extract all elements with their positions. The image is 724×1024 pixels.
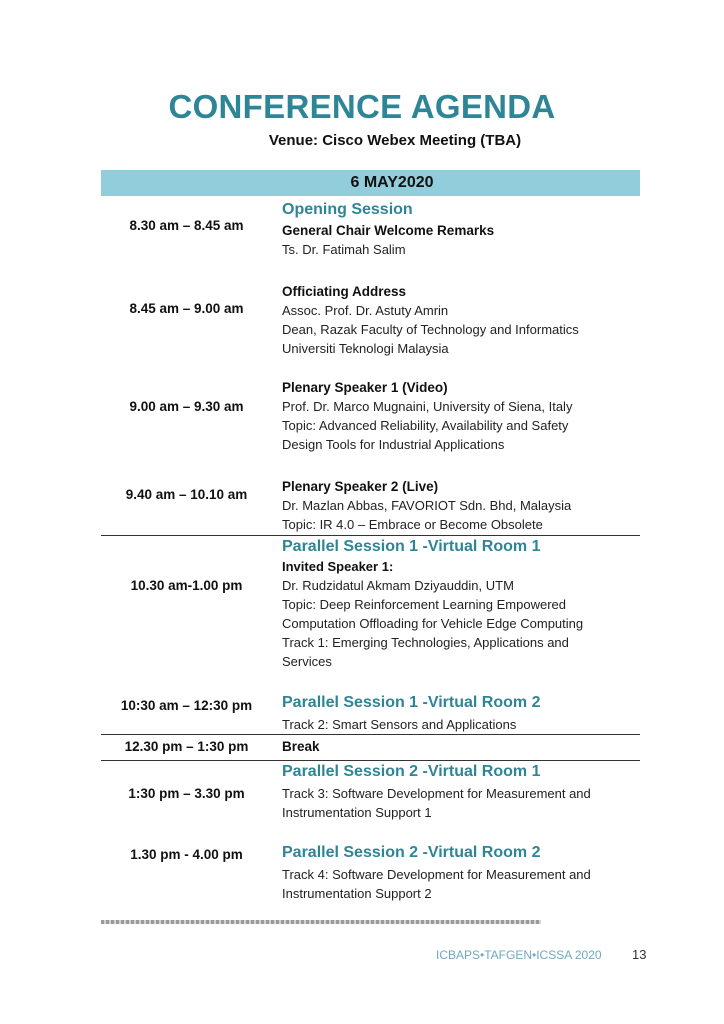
agenda-item-parallel-1-room-2: [282, 693, 642, 734]
item-line: Services: [282, 654, 332, 669]
agenda-item-parallel-2-room-2: [282, 843, 642, 903]
date-header: 6 MAY2020: [350, 174, 434, 191]
row-divider: [101, 760, 640, 761]
session-title: Parallel Session 1 -Virtual Room 1: [282, 538, 541, 555]
footer-conference-name: ICBAPS•TAFGEN•ICSSA 2020: [436, 948, 602, 962]
item-heading: Invited Speaker 1:: [282, 559, 394, 574]
item-line: Universiti Teknologi Malaysia: [282, 341, 449, 356]
item-line: Prof. Dr. Marco Mugnaini, University of Siena, Italy: [282, 399, 573, 414]
agenda-item-officiating: [282, 282, 642, 358]
item-line: Dr. Mazlan Abbas, FAVORIOT Sdn. Bhd, Malaysia: [282, 498, 572, 513]
item-line: Dr. Rudzidatul Akmam Dziyauddin, UTM: [282, 578, 514, 593]
row-divider: [101, 734, 640, 735]
item-heading: Officiating Address: [282, 284, 407, 299]
agenda-item-plenary-2: [282, 477, 642, 534]
session-title: Opening Session: [282, 201, 413, 218]
footer-divider: [101, 920, 541, 924]
session-title: Parallel Session 1 -Virtual Room 2: [282, 694, 541, 711]
item-heading: General Chair Welcome Remarks: [282, 223, 495, 238]
item-line: Topic: IR 4.0 – Embrace or Become Obsolete: [282, 517, 543, 532]
agenda-item-parallel-1-room-1: [282, 537, 642, 671]
date-header-band: [101, 170, 640, 196]
page-number: 13: [632, 947, 647, 962]
item-line: Track 2: Smart Sensors and Applications: [282, 717, 517, 732]
row-time-parallel-1-room-2: 10:30 am – 12:30 pm: [120, 698, 253, 713]
agenda-item-parallel-2-room-1: [282, 762, 642, 822]
item-line: Computation Offloading for Vehicle Edge Computing: [282, 616, 584, 631]
item-line: Track 4: Software Development for Measurement and: [282, 867, 591, 882]
session-title: Parallel Session 2 -Virtual Room 2: [282, 844, 541, 861]
row-time-plenary-1: 9.00 am – 9.30 am: [129, 399, 244, 414]
row-time-officiating: 8.45 am – 9.00 am: [129, 301, 244, 316]
agenda-item-break: [282, 737, 642, 756]
row-time-break: 12.30 pm – 1:30 pm: [124, 739, 249, 754]
item-line: Dean, Razak Faculty of Technology and Informatics: [282, 322, 579, 337]
session-title: Parallel Session 2 -Virtual Room 1: [282, 763, 541, 780]
item-line: Instrumentation Support 1: [282, 805, 432, 820]
row-time-parallel-1-room-1: 10.30 am-1.00 pm: [130, 578, 243, 593]
item-line: Assoc. Prof. Dr. Astuty Amrin: [282, 303, 449, 318]
item-line: Design Tools for Industrial Applications: [282, 437, 505, 452]
row-time-parallel-2-room-2: 1.30 pm - 4.00 pm: [130, 847, 243, 862]
item-heading: Plenary Speaker 1 (Video): [282, 380, 448, 395]
item-line: Instrumentation Support 2: [282, 886, 432, 901]
item-line: Track 3: Software Development for Measurement and: [282, 786, 591, 801]
row-time-parallel-2-room-1: 1:30 pm – 3.30 pm: [128, 786, 245, 801]
item-line: Topic: Advanced Reliability, Availability and Safety: [282, 418, 569, 433]
page-title: CONFERENCE AGENDA: [168, 88, 556, 125]
item-line: Track 1: Emerging Technologies, Applications and: [282, 635, 569, 650]
item-line: Topic: Deep Reinforcement Learning Empowered: [282, 597, 566, 612]
row-divider: [101, 535, 640, 536]
row-time-plenary-2: 9.40 am – 10.10 am: [125, 487, 248, 502]
agenda-item-plenary-1: [282, 378, 642, 454]
agenda-item-opening: [282, 200, 642, 259]
item-line: Ts. Dr. Fatimah Salim: [282, 242, 406, 257]
item-heading: Plenary Speaker 2 (Live): [282, 479, 439, 494]
item-heading: Break: [282, 739, 320, 754]
row-time-opening: 8.30 am – 8.45 am: [129, 218, 244, 233]
venue-subtitle: Venue: Cisco Webex Meeting (TBA): [268, 132, 522, 149]
